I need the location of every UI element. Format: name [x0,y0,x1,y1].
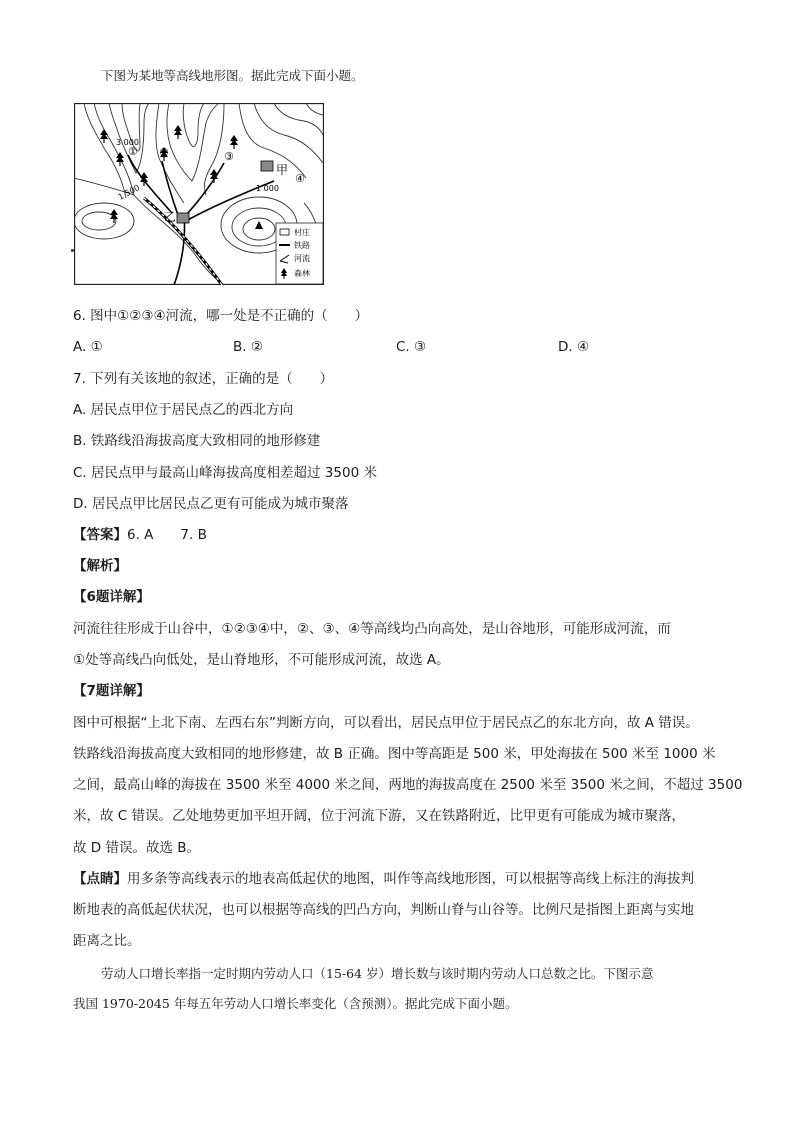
q7-detail-line-4: 米，故 C 错误。乙处地势更加平坦开阔，位于河流下游，又在铁路附近，比甲更有可能成为城市聚落， [73,808,686,824]
label-river-1: ① [128,145,138,158]
label-yi: 乙 [164,210,177,224]
q6-option-d[interactable]: D. ④ [558,339,590,355]
legend-village: 村庄 [294,228,310,237]
label-river-3: ③ [224,150,234,163]
label-river-4: ④ [295,172,305,185]
q6-option-a[interactable]: A. ① [73,339,103,355]
q7-option-d[interactable]: D. 居民点甲比居民点乙更有可能成为城市聚落 [73,496,349,512]
answer-line [73,526,207,544]
q7-detail-line-2: 铁路线沿海拔高度大致相同的地形修建，故 B 正确。图中等高距是 500 米，甲处海拔在 500 米至 1000 米 [73,746,716,762]
q6-stem: 6. 图中①②③④河流，哪一处是不正确的（ ） [73,308,369,324]
map-intro-text: 下图为某地等高线地形图。据此完成下面小题。 [101,68,364,83]
tips-line-2: 断地表的高低起伏状况，也可以根据等高线的凹凸方向，判断山脊与山谷等。比例尺是指图上距离与实地 [73,902,694,918]
q7-option-c[interactable]: C. 居民点甲与最高山峰海拔高度相差超过 3500 米 [73,465,377,481]
q7-detail-line-1: 图中可根据“上北下南、左西右东”判断方向，可以看出，居民点甲位于居民点乙的东北方向，故 A 错误。 [73,715,699,731]
answer-text: 6. A 7. B [127,527,207,543]
q6-detail-line-1: 河流往往形成于山谷中，①②③④中，②、③、④等高线均凸向高处，是山谷地形，可能形成河流，而 [73,621,671,637]
q7-detail-tag: 【7题详解】 [73,683,150,699]
q7-detail-line-5: 故 D 错误。故选 B。 [73,840,201,856]
q7-option-a[interactable]: A. 居民点甲位于居民点乙的西北方向 [73,402,294,418]
tips-line-1 [73,870,694,888]
contour-map-svg [74,103,324,285]
legend-railway: 铁路 [294,241,310,250]
legend-forest: 森林 [294,269,310,278]
answer-tag: 【答案】 [73,527,127,543]
analysis-tag: 【解析】 [73,558,127,574]
q7-detail-line-3: 之间，最高山峰的海拔在 3500 米至 4000 米之间，两地的海拔高度在 2500 米至 3500 米之间，不超过 3500 [73,777,743,793]
legend-river: 河流 [294,254,310,263]
map-legend [276,223,323,284]
q6-option-b[interactable]: B. ② [233,339,263,355]
label-river-2: ② [159,146,169,159]
village-jia-icon [261,161,273,171]
label-elev-3000: 3 000 [116,138,139,147]
q6-option-c[interactable]: C. ③ [396,339,427,355]
tips-line-3: 距离之比。 [73,933,141,949]
labor-intro-line-2: 我国 1970-2045 年每五年劳动人口增长率变化（含预测）。据此完成下面小题。 [73,996,518,1011]
label-elev-1000: 1 000 [256,184,279,193]
q6-detail-line-2: ①处等高线凸向低处，是山脊地形，不可能形成河流，故选 A。 [73,652,450,668]
tips-tag: 【点睛】 [73,871,127,887]
contour-map [74,103,324,285]
label-elev-1500: 1 500 [116,183,142,202]
labor-intro-line-1: 劳动人口增长率指一定时期内劳动人口（15-64 岁）增长数与该时期内劳动人口总数之比。下图示意 [101,966,654,981]
tips-text-1: 用多条等高线表示的地表高低起伏的地图，叫作等高线地形图，可以根据等高线上标注的海拔判 [127,871,694,887]
q7-stem: 7. 下列有关该地的叙述，正确的是（ ） [73,371,334,387]
q7-option-b[interactable]: B. 铁路线沿海拔高度大致相同的地形修建 [73,433,321,449]
village-yi-icon [177,213,189,223]
q6-detail-tag: 【6题详解】 [73,589,150,605]
label-jia: 甲 [276,163,289,177]
scan-dot [71,249,74,252]
